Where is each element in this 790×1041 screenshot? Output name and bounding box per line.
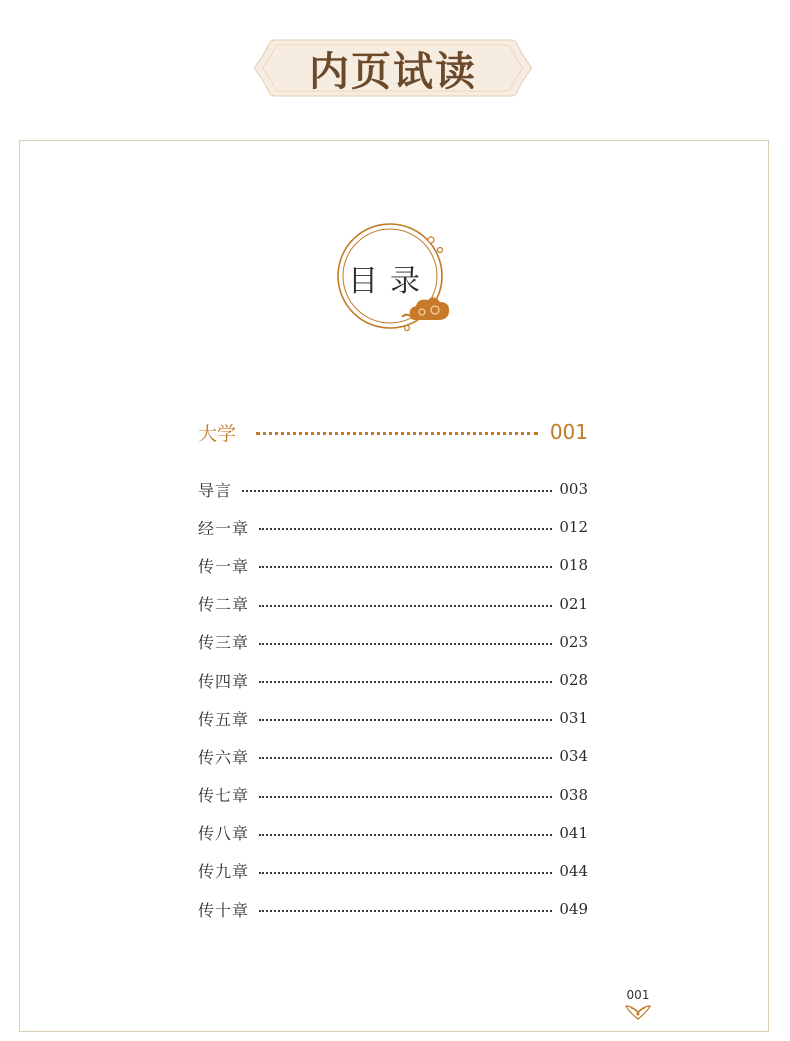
toc-main-page: 001 <box>549 420 588 444</box>
toc-item[interactable] <box>198 814 588 852</box>
page-number: 001 <box>626 988 650 1002</box>
toc-item-leader <box>259 719 552 721</box>
toc-item-leader <box>259 566 552 568</box>
toc-item-leader <box>259 528 552 530</box>
toc-item-leader <box>259 643 552 645</box>
toc-item-page: 038 <box>559 785 588 804</box>
toc-item-label: 传三章 <box>198 633 250 653</box>
toc-item-page: 031 <box>559 709 588 728</box>
toc-item-label: 传九章 <box>198 862 250 882</box>
toc-item-label: 传八章 <box>198 824 250 844</box>
toc-item-page: 003 <box>559 480 588 499</box>
toc-item-label: 传五章 <box>198 709 250 729</box>
banner-title: 内页试读 <box>309 48 477 95</box>
toc-item-leader <box>259 605 552 607</box>
toc-main-leader <box>256 432 538 435</box>
toc-item[interactable] <box>198 776 588 814</box>
toc-item[interactable] <box>198 737 588 775</box>
toc-main-label: 大学 <box>198 422 237 445</box>
toc-item[interactable] <box>198 699 588 737</box>
toc-item-label: 经一章 <box>198 518 250 538</box>
toc-item-page: 034 <box>559 747 588 766</box>
toc-item-leader <box>242 490 552 492</box>
toc-item[interactable] <box>198 890 588 928</box>
page-ornament-icon <box>625 1004 651 1020</box>
toc-item-label: 传一章 <box>198 556 250 576</box>
toc-item-label: 导言 <box>198 480 233 500</box>
toc-item-page: 044 <box>559 861 588 880</box>
toc-item-page: 041 <box>559 823 588 842</box>
toc-item-leader <box>259 796 552 798</box>
toc-item-leader <box>259 910 552 912</box>
toc-item[interactable] <box>198 546 588 584</box>
toc-item-page: 023 <box>559 632 588 651</box>
toc-item-label: 传七章 <box>198 786 250 806</box>
toc-item-page: 021 <box>559 594 588 613</box>
toc-heading: 目录 <box>348 264 432 299</box>
toc-item-page: 049 <box>559 900 588 919</box>
toc-item[interactable] <box>198 661 588 699</box>
toc-item-page: 012 <box>559 518 588 537</box>
toc-item-label: 传四章 <box>198 671 250 691</box>
toc-item[interactable] <box>198 852 588 890</box>
auspicious-cloud-icon <box>402 297 449 320</box>
toc-item[interactable] <box>198 623 588 661</box>
toc-item-label: 传六章 <box>198 747 250 767</box>
toc-item-leader <box>259 757 552 759</box>
toc-item-page: 028 <box>559 671 588 690</box>
toc-item-leader <box>259 834 552 836</box>
toc-item[interactable] <box>198 508 588 546</box>
toc-item-label: 传二章 <box>198 595 250 615</box>
toc-item[interactable] <box>198 470 588 508</box>
toc-main-entry[interactable] <box>198 418 588 446</box>
toc-item-page: 018 <box>559 556 588 575</box>
toc-item-label: 传十章 <box>198 900 250 920</box>
toc-item-leader <box>259 872 552 874</box>
toc-item-leader <box>259 681 552 683</box>
header-banner <box>254 36 532 100</box>
toc-list <box>198 470 588 928</box>
toc-item[interactable] <box>198 585 588 623</box>
